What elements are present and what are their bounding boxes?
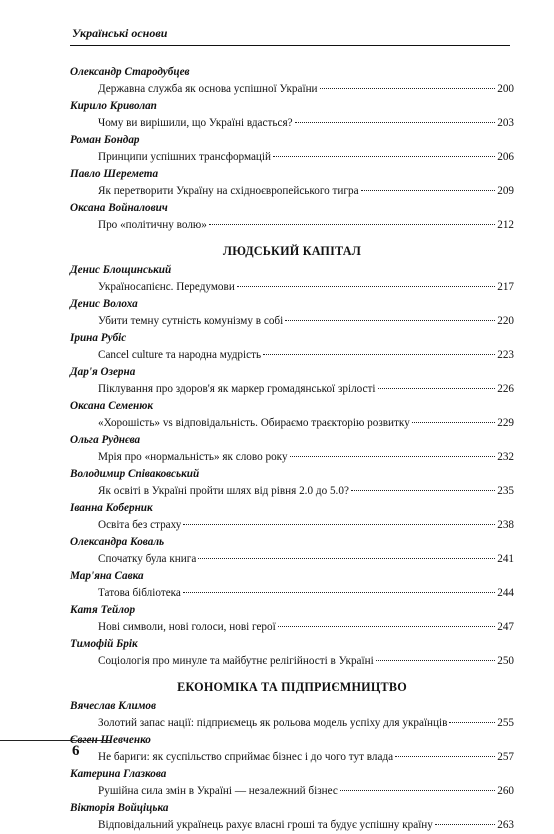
- toc-entry[interactable]: [98, 347, 514, 364]
- section-heading: ЕКОНОМІКА ТА ПІДПРИЄМНИЦТВО: [177, 680, 407, 694]
- footer-rule: [0, 740, 110, 741]
- toc-author: Оксана Семенюк: [70, 400, 154, 412]
- toc-entry-title: Як освіті в Україні пройти шлях від рівня 2.0 до 5.0?: [98, 485, 349, 497]
- table-of-contents: [70, 64, 514, 834]
- toc-entry-page: 257: [497, 751, 514, 763]
- dot-leader: [290, 456, 496, 457]
- toc-entry-title: Україносапієнс. Передумови: [98, 281, 235, 293]
- toc-author: Ольга Руднєва: [70, 434, 141, 446]
- toc-entry-title: Татова бібліотека: [98, 587, 181, 599]
- dot-leader: [395, 756, 495, 757]
- toc-author: Денис Блощинський: [70, 264, 172, 276]
- toc-entry-title: Чому ви вирішили, що Україні вдасться?: [98, 117, 293, 129]
- toc-author: Роман Бондар: [70, 134, 140, 146]
- toc-entry-page: 223: [497, 349, 514, 361]
- toc-entry[interactable]: [98, 585, 514, 602]
- page-number: 6: [72, 743, 80, 759]
- toc-entry-page: 200: [497, 83, 514, 95]
- toc-entry[interactable]: [98, 183, 514, 200]
- toc-entry-title: Cancel culture та народна мудрість: [98, 349, 262, 361]
- toc-author: Олександра Коваль: [70, 536, 165, 548]
- dot-leader: [449, 722, 495, 723]
- dot-leader: [320, 88, 496, 89]
- toc-entry[interactable]: [98, 653, 514, 670]
- toc-entry[interactable]: [98, 749, 514, 766]
- toc-entry-title: Нові символи, нові голоси, нові герої: [98, 621, 276, 633]
- dot-leader: [435, 824, 495, 825]
- toc-author: Денис Волоха: [70, 298, 138, 310]
- toc-entry-page: 241: [497, 553, 514, 565]
- dot-leader: [183, 592, 495, 593]
- toc-entry-page: 229: [497, 417, 514, 429]
- toc-entry[interactable]: [98, 449, 514, 466]
- toc-entry[interactable]: [98, 149, 514, 166]
- toc-entry-title: Не бариги: як суспільство сприймає бізнес і до чого тут влада: [98, 751, 394, 763]
- toc-entry[interactable]: [98, 619, 514, 636]
- toc-entry-page: 203: [497, 117, 514, 129]
- toc-entry[interactable]: [98, 483, 514, 500]
- toc-author: Катя Тейлор: [70, 604, 136, 616]
- toc-entry-page: 247: [497, 621, 514, 633]
- dot-leader: [295, 122, 496, 123]
- toc-author: Володимир Співаковський: [70, 468, 200, 480]
- toc-author: Кирило Криволап: [70, 100, 157, 112]
- toc-entry[interactable]: [98, 381, 514, 398]
- toc-entry-title: Освіта без страху: [98, 519, 182, 531]
- toc-entry[interactable]: [98, 415, 514, 432]
- toc-entry[interactable]: [98, 551, 514, 568]
- dot-leader: [198, 558, 495, 559]
- toc-author: Тимофій Брік: [70, 638, 138, 650]
- dot-leader: [209, 224, 495, 225]
- toc-entry-page: 235: [497, 485, 514, 497]
- toc-entry-page: 212: [497, 219, 514, 231]
- toc-author: Євген Шевченко: [70, 734, 151, 746]
- toc-author: Вячеслав Климов: [70, 700, 156, 712]
- toc-author: Вікторія Войціцька: [70, 802, 169, 814]
- running-head: Українські основи: [72, 26, 168, 40]
- toc-entry[interactable]: [98, 783, 514, 800]
- toc-entry-page: 260: [497, 785, 514, 797]
- dot-leader: [183, 524, 495, 525]
- toc-entry-title: Державна служба як основа успішної України: [98, 83, 318, 95]
- toc-entry-page: 220: [497, 315, 514, 327]
- toc-author: Ірина Рубіс: [70, 332, 127, 344]
- toc-author: Дар'я Озерна: [70, 366, 136, 378]
- toc-entry-title: Золотий запас нації: підприємець як рольова модель успіху для українців: [98, 717, 448, 729]
- toc-entry-page: 209: [497, 185, 514, 197]
- toc-entry-page: 232: [497, 451, 514, 463]
- toc-author: Оксана Войналович: [70, 202, 168, 214]
- toc-entry-title: Рушійна сила змін в Україні — незалежний бізнес: [98, 785, 338, 797]
- toc-entry-page: 238: [497, 519, 514, 531]
- toc-author: Катерина Глазкова: [70, 768, 167, 780]
- toc-author: Іванна Коберник: [70, 502, 153, 514]
- toc-entry[interactable]: [98, 115, 514, 132]
- toc-author: Мар'яна Савка: [70, 570, 144, 582]
- dot-leader: [285, 320, 495, 321]
- dot-leader: [340, 790, 495, 791]
- dot-leader: [273, 156, 495, 157]
- dot-leader: [278, 626, 496, 627]
- toc-entry[interactable]: [98, 217, 514, 234]
- toc-entry-page: 226: [497, 383, 514, 395]
- toc-entry-page: 250: [497, 655, 514, 667]
- section-heading: ЛЮДСЬКИЙ КАПІТАЛ: [222, 244, 362, 258]
- toc-entry-title: Про «політичну волю»: [98, 219, 207, 231]
- toc-entry-page: 255: [497, 717, 514, 729]
- dot-leader: [263, 354, 495, 355]
- toc-entry-title: Спочатку була книга: [98, 553, 197, 565]
- toc-entry-title: Мрія про «нормальність» як слово року: [98, 451, 288, 463]
- toc-entry-title: Соціологія про минуле та майбутнє релігійності в Україні: [98, 655, 374, 667]
- toc-entry-title: Піклування про здоров'я як маркер громадянської зрілості: [98, 383, 376, 395]
- dot-leader: [412, 422, 495, 423]
- toc-author: Павло Шеремета: [70, 168, 159, 180]
- toc-author: Олександр Стародубцев: [70, 66, 190, 78]
- toc-entry-title: Як перетворити Україну на східноєвропейського тигра: [98, 185, 359, 197]
- toc-entry-title: «Хорошість» vs відповідальність. Обираємо траєкторію розвитку: [98, 417, 410, 429]
- toc-entry-title: Убити темну сутність комунізму в собі: [98, 315, 284, 327]
- toc-entry-title: Принципи успішних трансформацій: [98, 151, 272, 163]
- dot-leader: [237, 286, 495, 287]
- toc-entry-page: 263: [497, 819, 514, 831]
- toc-entry[interactable]: [98, 313, 514, 330]
- toc-entry[interactable]: [98, 279, 514, 296]
- toc-entry-page: 244: [497, 587, 514, 599]
- dot-leader: [378, 388, 496, 389]
- toc-entry-page: 217: [497, 281, 514, 293]
- toc-entry-page: 206: [497, 151, 514, 163]
- toc-entry[interactable]: [98, 517, 514, 534]
- header-rule: [70, 45, 510, 46]
- dot-leader: [351, 490, 495, 491]
- toc-entry-title: Відповідальний українець рахує власні гроші та будує успішну країну: [98, 819, 433, 831]
- toc-entry[interactable]: [98, 817, 514, 834]
- dot-leader: [361, 190, 496, 191]
- toc-entry[interactable]: [98, 81, 514, 98]
- toc-entry[interactable]: [98, 715, 514, 732]
- dot-leader: [376, 660, 495, 661]
